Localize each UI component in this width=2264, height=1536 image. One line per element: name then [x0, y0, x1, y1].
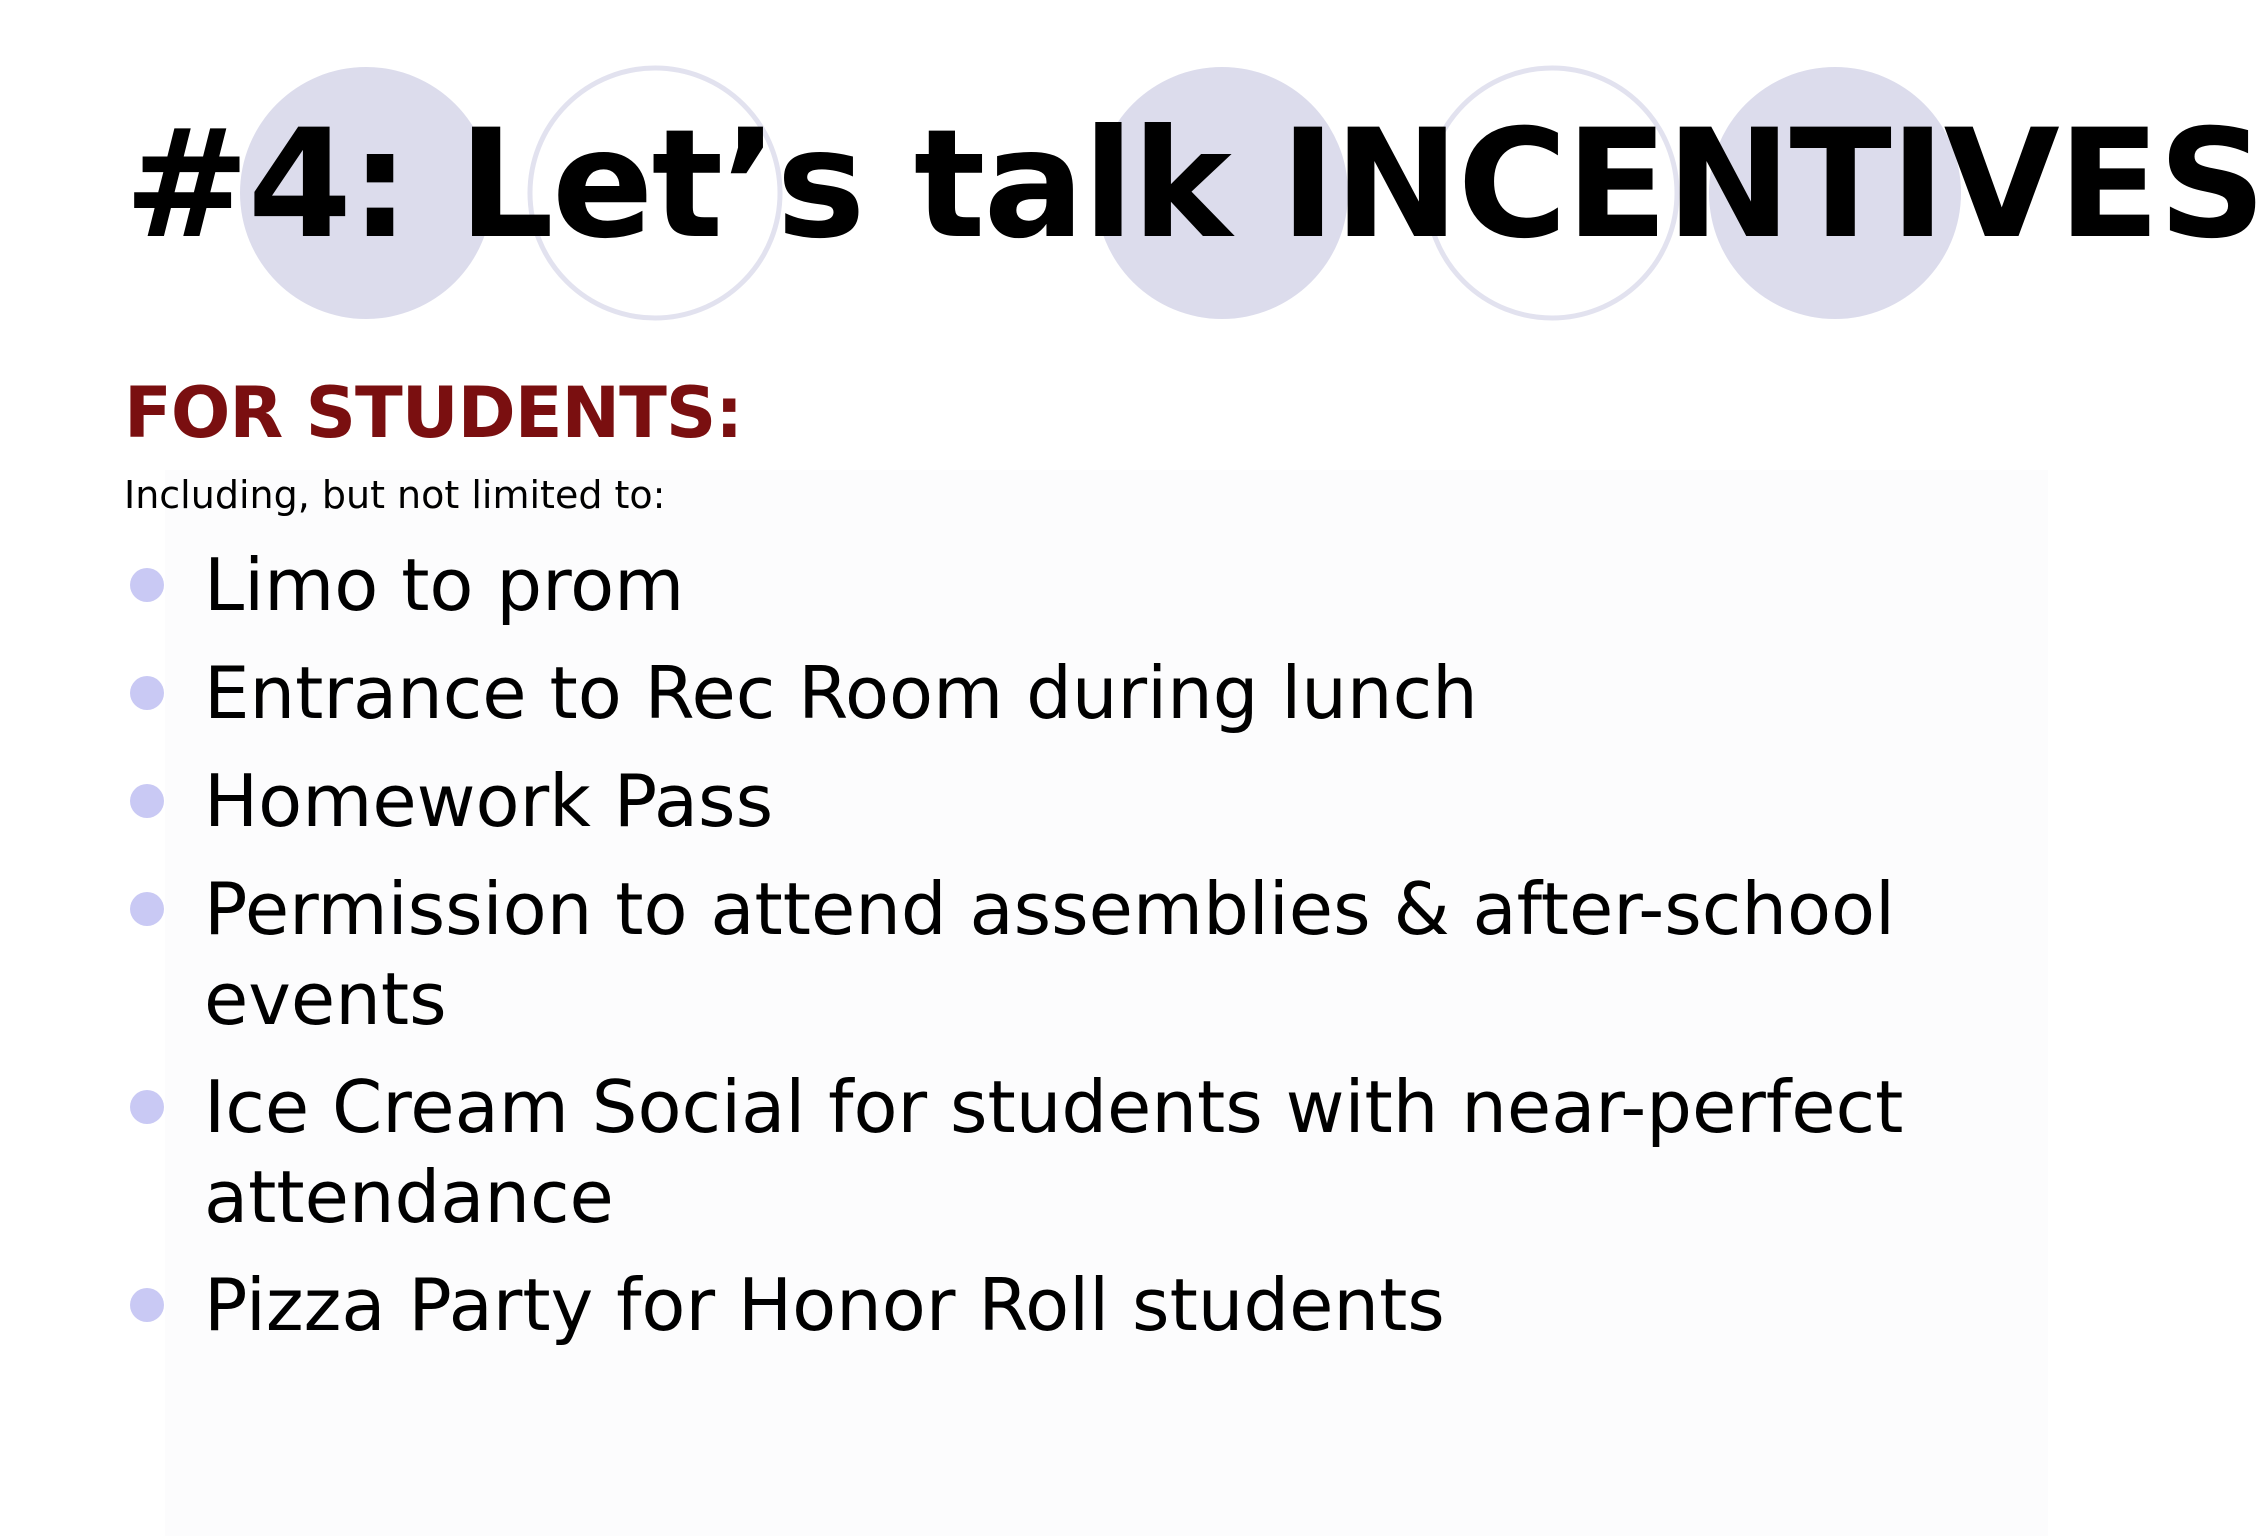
bullet-text: Permission to attend assemblies & after-school events	[204, 867, 1896, 1041]
bullet-item	[124, 864, 2004, 1044]
bullet-dot-icon	[130, 784, 164, 818]
bullet-text: Ice Cream Social for students with near-perfect attendance	[204, 1065, 1904, 1239]
bullet-dot-icon	[130, 1090, 164, 1124]
bullet-list	[124, 540, 2004, 1368]
slide-title: #4: Let’s talk INCENTIVES	[124, 98, 2264, 272]
bullet-item	[124, 1260, 2004, 1350]
bullet-dot-icon	[130, 568, 164, 602]
bullet-item	[124, 648, 2004, 738]
bullet-text: Pizza Party for Honor Roll students	[204, 1263, 1445, 1347]
section-heading: FOR STUDENTS:	[124, 372, 743, 454]
bullet-text: Homework Pass	[204, 759, 774, 843]
intro-text: Including, but not limited to:	[124, 473, 666, 517]
bullet-dot-icon	[130, 1288, 164, 1322]
bullet-text: Entrance to Rec Room during lunch	[204, 651, 1478, 735]
bullet-item	[124, 1062, 2004, 1242]
bullet-item	[124, 756, 2004, 846]
bullet-dot-icon	[130, 892, 164, 926]
bullet-item	[124, 540, 2004, 630]
bullet-dot-icon	[130, 676, 164, 710]
bullet-text: Limo to prom	[204, 543, 685, 627]
